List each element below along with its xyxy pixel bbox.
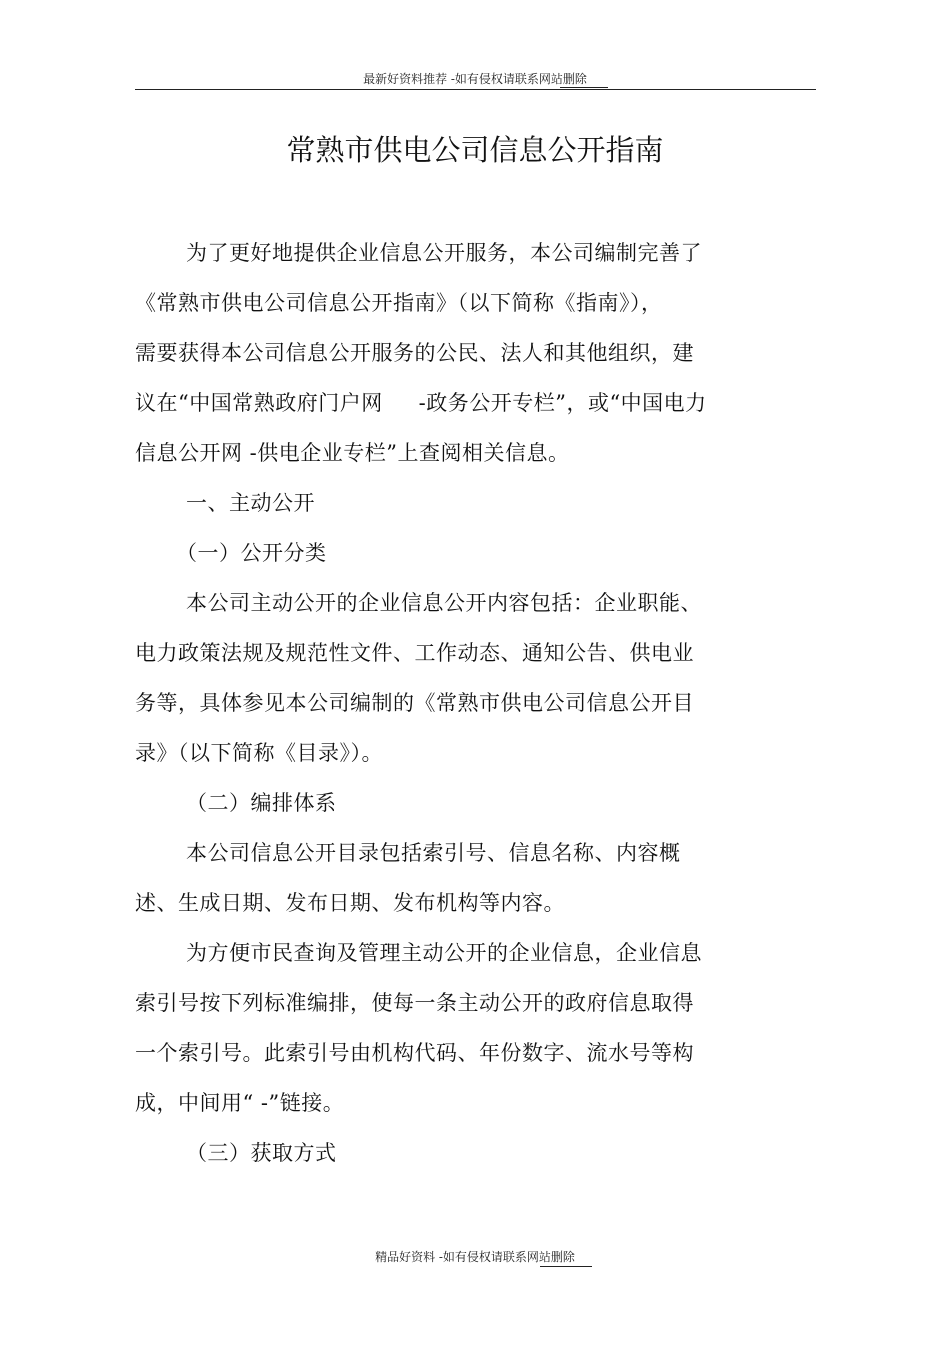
section-heading: 一、主动公开	[186, 491, 315, 515]
body-line: 信息公开网 -供电企业专栏”上查阅相关信息。	[135, 441, 570, 465]
subsection-heading: （三）获取方式	[186, 1141, 337, 1165]
page-header: 最新好资料推荐 -如有侵权请联系网站删除	[363, 72, 587, 86]
body-line: 需要获得本公司信息公开服务的公民、法人和其他组织，建	[135, 341, 694, 365]
body-line: 成，中间用“ -”链接。	[135, 1091, 345, 1115]
body-line: 录》（以下简称《目录》）。	[135, 741, 383, 765]
body-line: 本公司主动公开的企业信息公开内容包括：企业职能、	[186, 591, 702, 615]
header-underline	[560, 87, 608, 88]
body-line: 电力政策法规及规范性文件、工作动态、通知公告、供电业	[135, 641, 694, 665]
body-line: 本公司信息公开目录包括索引号、信息名称、内容概	[186, 841, 681, 865]
subsection-heading: （二）编排体系	[186, 791, 337, 815]
footer-underline	[540, 1266, 592, 1267]
subsection-heading: （一）公开分类	[176, 541, 327, 565]
body-line: 索引号按下列标准编排，使每一条主动公开的政府信息取得	[135, 991, 694, 1015]
document-title: 常熟市供电公司信息公开指南	[286, 133, 664, 167]
body-line: 议在“中国常熟政府门户网 -政务公开专栏”，或“中国电力	[135, 391, 707, 415]
body-line: 《常熟市供电公司信息公开指南》（以下简称《指南》），	[135, 291, 663, 315]
body-line: 述、生成日期、发布日期、发布机构等内容。	[135, 891, 565, 915]
page-footer: 精品好资料 -如有侵权请联系网站删除	[375, 1250, 575, 1264]
body-line: 为方便市民查询及管理主动公开的企业信息，企业信息	[186, 941, 702, 965]
header-rule	[135, 89, 816, 90]
body-line: 为了更好地提供企业信息公开服务，本公司编制完善了	[186, 241, 702, 265]
body-line: 务等，具体参见本公司编制的《常熟市供电公司信息公开目	[135, 691, 694, 715]
body-line: 一个索引号。此索引号由机构代码、年份数字、流水号等构	[135, 1041, 694, 1065]
